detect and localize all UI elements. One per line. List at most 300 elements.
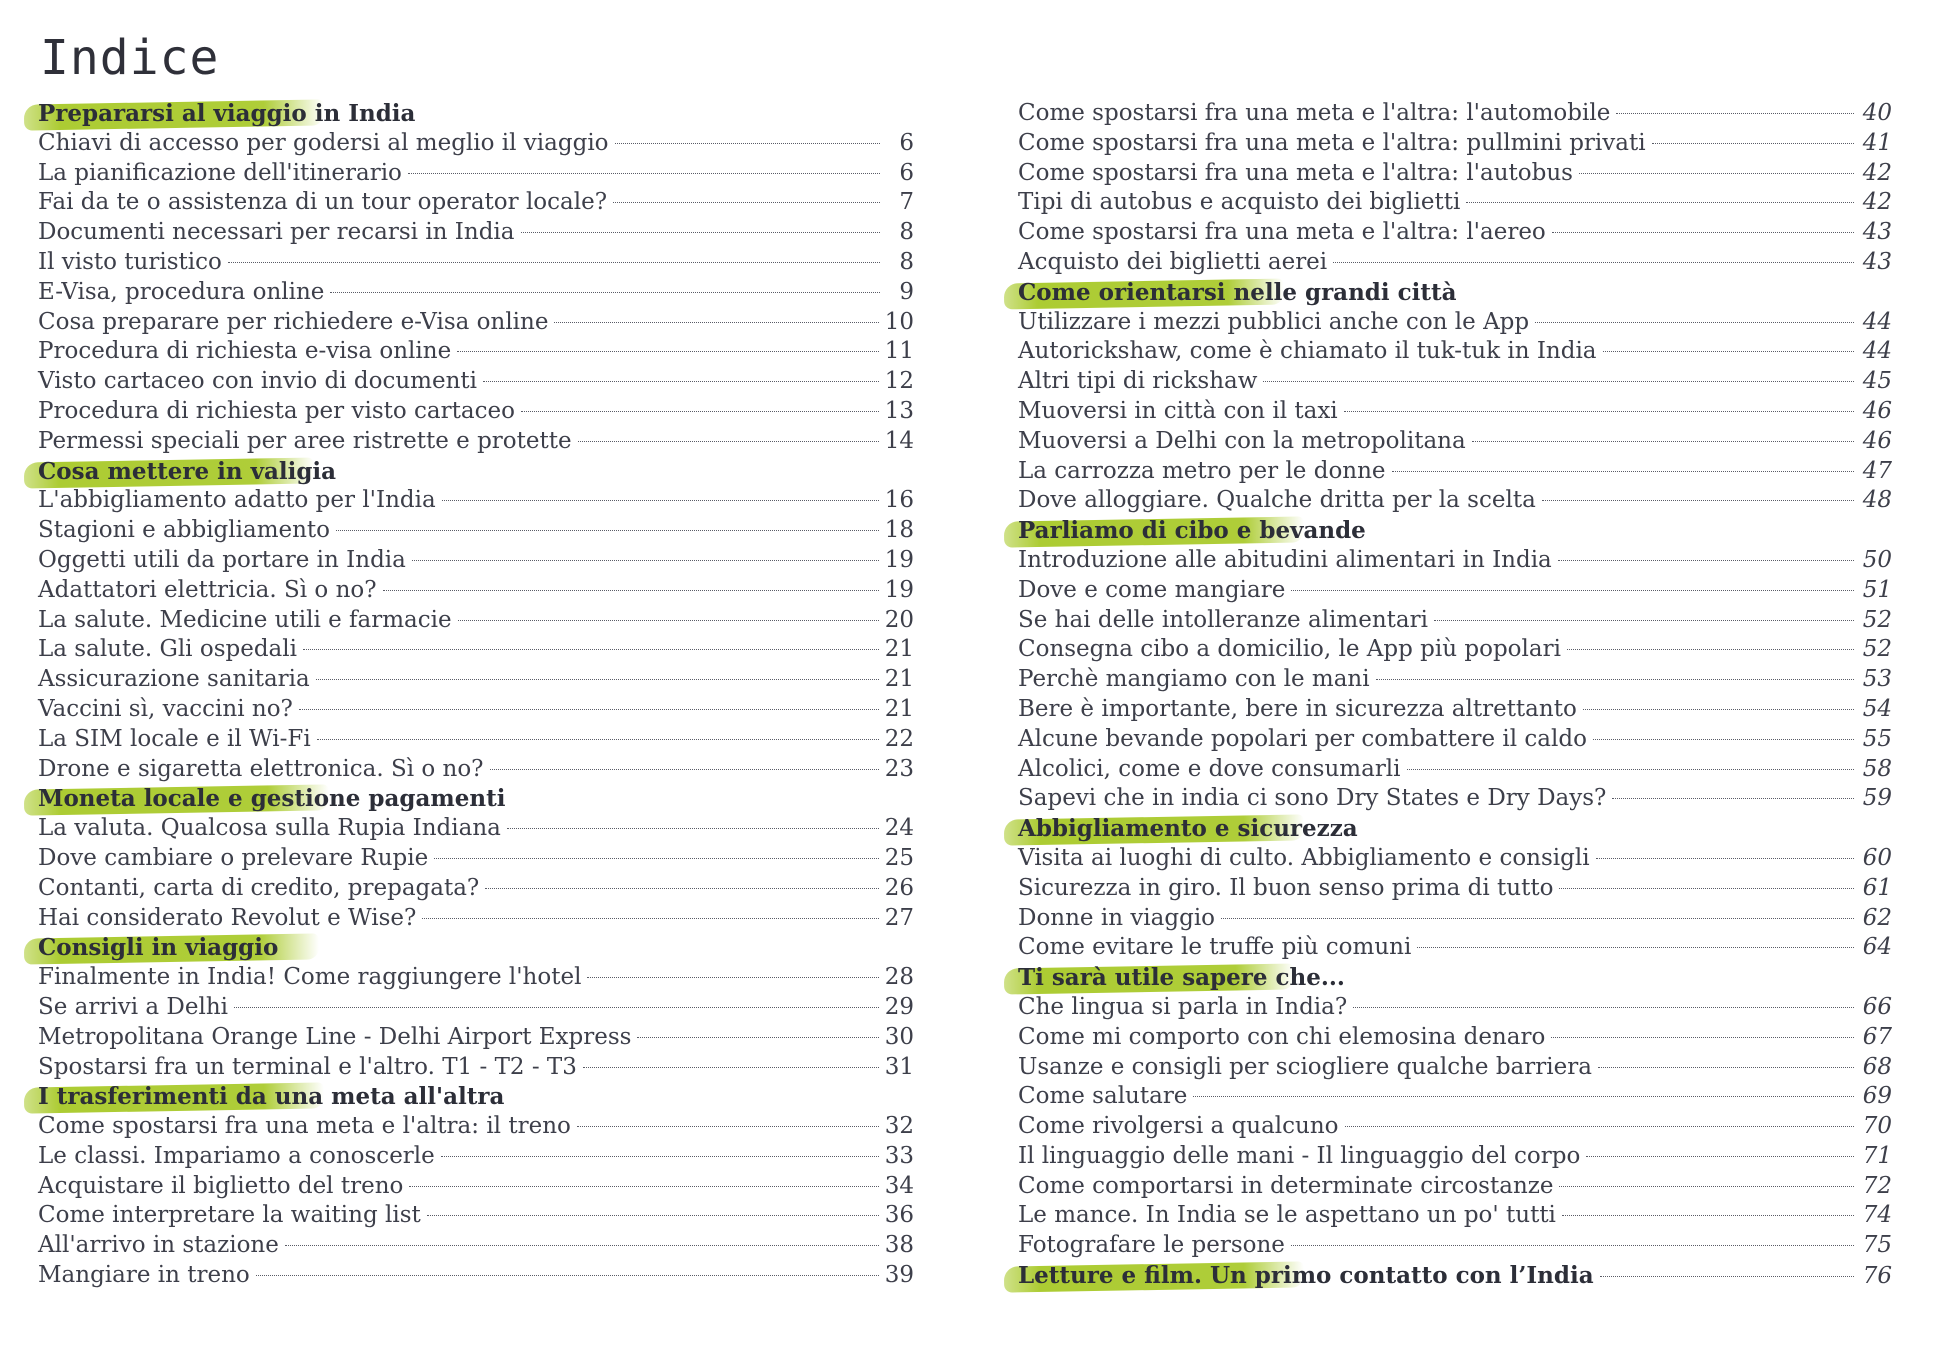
entry-title: Come mi comporto con chi elemosina denaro xyxy=(1018,1023,1546,1050)
page-number: 28 xyxy=(884,964,914,991)
page-number: 43 xyxy=(1862,248,1892,275)
dot-leader xyxy=(613,202,880,203)
dot-leader xyxy=(1407,769,1854,770)
page-number: 33 xyxy=(884,1142,914,1169)
toc-entry[interactable] xyxy=(1018,546,1892,576)
dot-leader xyxy=(1193,1096,1854,1097)
page-number: 29 xyxy=(884,993,914,1020)
section-title: Parliamo di cibo e bevande xyxy=(1018,517,1366,545)
entry-title: Hai considerato Revolut e Wise? xyxy=(38,904,417,931)
toc-entry[interactable] xyxy=(38,606,914,636)
entry-title: Acquisto dei biglietti aerei xyxy=(1018,248,1328,275)
toc-entry[interactable] xyxy=(1018,367,1892,397)
dot-leader xyxy=(483,381,879,382)
page-number: 38 xyxy=(884,1232,914,1259)
dot-leader xyxy=(256,1275,879,1276)
page-number: 46 xyxy=(1862,427,1892,454)
entry-title: Come rivolgersi a qualcuno xyxy=(1018,1113,1339,1140)
dot-leader xyxy=(457,351,879,352)
page-number: 64 xyxy=(1862,934,1892,961)
entry-title: Contanti, carta di credito, prepagata? xyxy=(38,874,480,901)
dot-leader xyxy=(1616,113,1854,114)
dot-leader xyxy=(1579,173,1854,174)
dot-leader xyxy=(441,1156,879,1157)
entry-title: Le classi. Impariamo a conoscerle xyxy=(38,1142,435,1169)
entry-title: Procedura di richiesta e-visa online xyxy=(38,338,452,365)
toc-entry[interactable] xyxy=(1018,874,1892,904)
toc-entry[interactable] xyxy=(1018,1053,1892,1083)
toc-entry[interactable] xyxy=(1018,695,1892,725)
toc-entry[interactable] xyxy=(1018,1082,1892,1112)
toc-entry[interactable] xyxy=(1018,1023,1892,1053)
toc-entry[interactable] xyxy=(1018,606,1892,636)
entry-title: Dove alloggiare. Qualche dritta per la scelta xyxy=(1018,487,1536,514)
toc-entry[interactable] xyxy=(38,814,914,844)
section-title: Prepararsi al viaggio in India xyxy=(38,100,416,127)
toc-entry[interactable] xyxy=(38,1231,914,1261)
toc-entry[interactable] xyxy=(1018,904,1892,934)
dot-leader xyxy=(1333,262,1854,263)
page-number: 66 xyxy=(1862,993,1892,1020)
toc-entry[interactable] xyxy=(38,576,914,606)
page-number: 36 xyxy=(884,1202,914,1229)
entry-title: Muoversi in città con il taxi xyxy=(1018,397,1338,424)
toc-entry[interactable] xyxy=(38,874,914,904)
dot-leader xyxy=(521,411,879,412)
dot-leader xyxy=(1291,1245,1854,1246)
entry-title: Consegna cibo a domicilio, le App più popolari xyxy=(1018,636,1561,663)
entry-title: E-Visa, procedura online xyxy=(38,278,325,305)
entry-title: Come spostarsi fra una meta e l'altra: l'aereo xyxy=(1018,219,1546,246)
dot-leader xyxy=(578,441,879,442)
page-number: 60 xyxy=(1862,844,1892,871)
page-number: 27 xyxy=(884,904,914,931)
dot-leader xyxy=(1392,471,1854,472)
toc-entry[interactable] xyxy=(1018,457,1892,487)
dot-leader xyxy=(458,620,879,621)
entry-title: Altri tipi di rickshaw xyxy=(1018,368,1258,395)
page-number: 13 xyxy=(884,397,914,424)
dot-leader xyxy=(1535,322,1854,323)
page-number: 24 xyxy=(884,815,914,842)
entry-title: La pianificazione dell'itinerario xyxy=(38,159,402,186)
entry-title: Donne in viaggio xyxy=(1018,904,1216,931)
toc-entry[interactable] xyxy=(1018,397,1892,427)
toc-entry[interactable] xyxy=(38,278,914,308)
toc-entry[interactable] xyxy=(38,695,914,725)
entry-title: L'abbigliamento adatto per l'India xyxy=(38,487,436,514)
page-number: 19 xyxy=(884,576,914,603)
toc-section-heading xyxy=(38,1082,914,1112)
toc-entry[interactable] xyxy=(38,129,914,159)
entry-title: La salute. Medicine utili e farmacie xyxy=(38,606,452,633)
page-number: 46 xyxy=(1862,397,1892,424)
entry-title: Dove e come mangiare xyxy=(1018,576,1286,603)
page-number: 8 xyxy=(899,219,914,246)
entry-title: Adattatori elettricia. Sì o no? xyxy=(38,576,377,603)
toc-entry[interactable] xyxy=(38,546,914,576)
page-number: 18 xyxy=(884,517,914,544)
page-number: 42 xyxy=(1862,189,1892,216)
toc-entry[interactable] xyxy=(1018,1201,1892,1231)
toc-entry[interactable] xyxy=(1018,1142,1892,1172)
dot-leader xyxy=(637,1037,878,1038)
page-number: 70 xyxy=(1862,1113,1892,1140)
entry-title: Come interpretare la waiting list xyxy=(38,1202,421,1229)
dot-leader xyxy=(317,739,879,740)
section-title: Consigli in viaggio xyxy=(38,934,279,962)
entry-title: Che lingua si parla in India? xyxy=(1018,993,1348,1020)
page-number: 48 xyxy=(1862,487,1892,514)
toc-entry[interactable] xyxy=(38,516,914,546)
dot-leader xyxy=(554,322,878,323)
dot-leader xyxy=(336,530,879,531)
toc-entry[interactable] xyxy=(38,755,914,785)
toc-entry[interactable] xyxy=(38,725,914,755)
toc-entry[interactable] xyxy=(1018,1231,1892,1261)
toc-section-heading xyxy=(1018,516,1892,546)
dot-leader xyxy=(1583,709,1854,710)
toc-left-column xyxy=(38,99,914,1291)
toc-section-heading xyxy=(1018,278,1892,308)
dot-leader xyxy=(330,292,880,293)
page-number: 31 xyxy=(884,1053,914,1080)
page-number: 16 xyxy=(884,487,914,514)
toc-entry[interactable] xyxy=(38,218,914,248)
entry-title: Spostarsi fra un terminal e l'altro. T1 - T2 - T3 xyxy=(38,1053,577,1080)
toc-entry[interactable] xyxy=(1018,993,1892,1023)
page-number: 12 xyxy=(884,368,914,395)
entry-title: Chiavi di accesso per godersi al meglio il viaggio xyxy=(38,129,609,156)
section-title: Letture e film. Un primo contatto con l’India xyxy=(1018,1262,1594,1290)
toc-section-heading xyxy=(38,99,914,129)
toc-entry[interactable] xyxy=(38,1112,914,1142)
entry-title: Visita ai luoghi di culto. Abbigliamento e consigli xyxy=(1018,844,1590,871)
dot-leader xyxy=(1353,1007,1854,1008)
toc-entry[interactable] xyxy=(1018,159,1892,189)
page-number: 10 xyxy=(884,308,914,335)
page-number: 62 xyxy=(1862,904,1892,931)
dot-leader xyxy=(1434,620,1854,621)
dot-leader xyxy=(587,977,878,978)
entry-title: Come spostarsi fra una meta e l'altra: pullmini privati xyxy=(1018,129,1646,156)
dot-leader xyxy=(383,590,879,591)
toc-entry[interactable] xyxy=(38,1201,914,1231)
dot-leader xyxy=(1593,739,1854,740)
entry-title: All'arrivo in stazione xyxy=(38,1232,279,1259)
page-number: 51 xyxy=(1862,576,1892,603)
dot-leader xyxy=(485,888,878,889)
dot-leader xyxy=(1472,441,1854,442)
dot-leader xyxy=(1562,1215,1854,1216)
dot-leader xyxy=(1551,1037,1854,1038)
entry-title: Alcune bevande popolari per combattere il caldo xyxy=(1018,725,1587,752)
page-number: 72 xyxy=(1862,1172,1892,1199)
entry-title: Mangiare in treno xyxy=(38,1262,250,1289)
dot-leader xyxy=(427,1215,879,1216)
dot-leader xyxy=(234,1007,879,1008)
page-number: 6 xyxy=(899,159,914,186)
entry-title: Come spostarsi fra una meta e l'altra: l'automobile xyxy=(1018,100,1611,126)
toc-section-heading xyxy=(38,457,914,487)
page-number: 45 xyxy=(1862,368,1892,395)
dot-leader xyxy=(1263,381,1854,382)
dot-leader xyxy=(1652,143,1854,144)
toc-entry[interactable] xyxy=(38,665,914,695)
dot-leader xyxy=(299,709,879,710)
page-number: 67 xyxy=(1862,1023,1892,1050)
entry-title: Fai da te o assistenza di un tour operator locale? xyxy=(38,189,608,216)
dot-leader xyxy=(434,858,879,859)
entry-title: Vaccini sì, vaccini no? xyxy=(38,695,293,722)
page-number: 59 xyxy=(1862,785,1892,812)
entry-title: Alcolici, come e dove consumarli xyxy=(1018,755,1401,782)
entry-title: Procedura di richiesta per visto cartaceo xyxy=(38,397,515,424)
page-number: 69 xyxy=(1862,1083,1892,1110)
dot-leader xyxy=(1559,888,1854,889)
dot-leader xyxy=(285,1245,879,1246)
entry-title: Sapevi che in india ci sono Dry States e Dry Days? xyxy=(1018,785,1607,812)
toc-entry[interactable] xyxy=(38,904,914,934)
page-number: 43 xyxy=(1862,219,1892,246)
entry-title: La carrozza metro per le donne xyxy=(1018,457,1386,484)
page-number: 50 xyxy=(1862,546,1892,573)
toc-entry[interactable] xyxy=(38,337,914,367)
toc-entry[interactable] xyxy=(1018,1172,1892,1202)
toc-entry[interactable] xyxy=(1018,129,1892,159)
entry-title: Permessi speciali per aree ristrette e protette xyxy=(38,427,572,454)
entry-title: Le mance. In India se le aspettano un po' tutti xyxy=(1018,1202,1556,1229)
page-number: 71 xyxy=(1862,1142,1892,1169)
toc-entry[interactable] xyxy=(1018,99,1892,129)
toc-entry[interactable] xyxy=(1018,784,1892,814)
section-title: Come orientarsi nelle grandi città xyxy=(1018,278,1457,306)
entry-title: Tipi di autobus e acquisto dei biglietti xyxy=(1018,189,1461,216)
dot-leader xyxy=(1376,679,1854,680)
dot-leader xyxy=(1612,798,1854,799)
dot-leader xyxy=(1542,500,1854,501)
toc-entry[interactable] xyxy=(38,367,914,397)
page-number: 32 xyxy=(884,1113,914,1140)
page-number: 44 xyxy=(1862,338,1892,365)
dot-leader xyxy=(1598,1067,1854,1068)
entry-title: Come evitare le truffe più comuni xyxy=(1018,934,1412,961)
page-number: 61 xyxy=(1862,874,1892,901)
dot-leader xyxy=(583,1067,879,1068)
toc-entry[interactable] xyxy=(38,1261,914,1291)
page-number: 41 xyxy=(1862,129,1892,156)
entry-title: Dove cambiare o prelevare Rupie xyxy=(38,844,429,871)
entry-title: Drone e sigaretta elettronica. Sì o no? xyxy=(38,755,484,782)
section-title: I trasferimenti da una meta all'altra xyxy=(38,1083,505,1111)
page-number: 54 xyxy=(1862,695,1892,722)
page-number: 44 xyxy=(1862,308,1892,335)
toc-entry[interactable] xyxy=(1018,1112,1892,1142)
dot-leader xyxy=(1417,947,1854,948)
page-number: 19 xyxy=(884,546,914,573)
entry-title: Stagioni e abbigliamento xyxy=(38,517,331,544)
page-number: 34 xyxy=(884,1172,914,1199)
section-title: Cosa mettere in valigia xyxy=(38,457,337,485)
dot-leader xyxy=(577,1126,879,1127)
toc-entry[interactable] xyxy=(1018,188,1892,218)
entry-title: La SIM locale e il Wi-Fi xyxy=(38,725,311,752)
entry-title: Cosa preparare per richiedere e-Visa online xyxy=(38,308,549,335)
entry-title: Utilizzare i mezzi pubblici anche con le App xyxy=(1018,308,1530,335)
entry-title: La salute. Gli ospedali xyxy=(38,636,297,663)
toc-section-heading xyxy=(38,784,914,814)
dot-leader xyxy=(422,918,878,919)
page-number: 52 xyxy=(1862,636,1892,663)
toc-right-column xyxy=(1018,99,1892,1291)
toc-entry[interactable] xyxy=(38,635,914,665)
dot-leader xyxy=(303,649,879,650)
dot-leader xyxy=(1600,1276,1854,1277)
toc-entry[interactable] xyxy=(38,248,914,278)
toc-entry[interactable] xyxy=(38,963,914,993)
toc-entry[interactable] xyxy=(1018,933,1892,963)
entry-title: Il visto turistico xyxy=(38,248,222,275)
entry-title: Usanze e consigli per sciogliere qualche barriera xyxy=(1018,1053,1592,1080)
page-number: 47 xyxy=(1862,457,1892,484)
entry-title: Il linguaggio delle mani - Il linguaggio del corpo xyxy=(1018,1142,1581,1169)
toc-entry[interactable] xyxy=(38,159,914,189)
toc-entry[interactable] xyxy=(1018,337,1892,367)
toc-entry[interactable] xyxy=(1018,248,1892,278)
dot-leader xyxy=(507,828,879,829)
toc-section-heading xyxy=(38,933,914,963)
entry-title: Se hai delle intolleranze alimentari xyxy=(1018,606,1428,633)
entry-title: Autorickshaw, come è chiamato il tuk-tuk in India xyxy=(1018,338,1597,365)
dot-leader xyxy=(409,1186,878,1187)
toc-entry[interactable] xyxy=(1018,755,1892,785)
page-number: 55 xyxy=(1862,725,1892,752)
toc-entry[interactable] xyxy=(38,397,914,427)
toc-entry[interactable] xyxy=(38,1142,914,1172)
section-title: Ti sarà utile sapere che... xyxy=(1018,964,1345,992)
entry-title: Fotografare le persone xyxy=(1018,1232,1285,1259)
page-number: 21 xyxy=(884,666,914,693)
dot-leader xyxy=(1586,1156,1854,1157)
page-number: 26 xyxy=(884,874,914,901)
entry-title: Acquistare il biglietto del treno xyxy=(38,1172,404,1199)
toc-section-heading xyxy=(1018,814,1892,844)
toc-entry[interactable] xyxy=(38,486,914,516)
page-number: 68 xyxy=(1862,1053,1892,1080)
page-number: 30 xyxy=(884,1023,914,1050)
entry-title: Come salutare xyxy=(1018,1083,1188,1110)
dot-leader xyxy=(521,232,881,233)
toc-entry[interactable] xyxy=(38,1172,914,1202)
toc-entry[interactable] xyxy=(38,188,914,218)
dot-leader xyxy=(1344,411,1854,412)
dot-leader xyxy=(408,173,880,174)
entry-title: Oggetti utili da portare in India xyxy=(38,546,406,573)
dot-leader xyxy=(615,143,880,144)
dot-leader xyxy=(1558,560,1854,561)
toc-section-heading xyxy=(1018,1261,1892,1291)
section-title: Moneta locale e gestione pagamenti xyxy=(38,785,506,813)
toc-entry[interactable] xyxy=(1018,308,1892,338)
dot-leader xyxy=(1567,649,1854,650)
dot-leader xyxy=(1552,232,1854,233)
toc-entry[interactable] xyxy=(1018,218,1892,248)
page-number: 21 xyxy=(884,695,914,722)
page-number: 23 xyxy=(884,755,914,782)
page-number: 53 xyxy=(1862,666,1892,693)
dot-leader xyxy=(316,679,879,680)
page-number: 75 xyxy=(1862,1232,1892,1259)
page-number: 76 xyxy=(1862,1263,1892,1290)
page-number: 20 xyxy=(884,606,914,633)
entry-title: Come spostarsi fra una meta e l'altra: l'autobus xyxy=(1018,159,1573,186)
toc-entry[interactable] xyxy=(1018,427,1892,457)
toc-entry[interactable] xyxy=(1018,844,1892,874)
toc-entry[interactable] xyxy=(38,844,914,874)
page-number: 42 xyxy=(1862,159,1892,186)
toc-section-heading xyxy=(1018,963,1892,993)
page-number: 21 xyxy=(884,636,914,663)
page-number: 9 xyxy=(899,278,914,305)
dot-leader xyxy=(228,262,880,263)
toc-entry[interactable] xyxy=(38,427,914,457)
dot-leader xyxy=(1221,918,1854,919)
page-number: 11 xyxy=(884,338,914,365)
entry-title: Muoversi a Delhi con la metropolitana xyxy=(1018,427,1466,454)
entry-title: Documenti necessari per recarsi in India xyxy=(38,219,515,246)
toc-entry[interactable] xyxy=(1018,665,1892,695)
page-number: 7 xyxy=(899,189,914,216)
entry-title: Sicurezza in giro. Il buon senso prima di tutto xyxy=(1018,874,1554,901)
entry-title: Metropolitana Orange Line - Delhi Airport Express xyxy=(38,1023,632,1050)
section-title: Abbigliamento e sicurezza xyxy=(1018,815,1358,843)
page-number: 39 xyxy=(884,1262,914,1289)
toc-entry[interactable] xyxy=(38,993,914,1023)
page-number: 58 xyxy=(1862,755,1892,782)
entry-title: Visto cartaceo con invio di documenti xyxy=(38,368,477,395)
dot-leader xyxy=(1345,1126,1854,1127)
entry-title: Bere è importante, bere in sicurezza altrettanto xyxy=(1018,695,1577,722)
page-number: 25 xyxy=(884,844,914,871)
toc-entry[interactable] xyxy=(38,308,914,338)
page-number: 14 xyxy=(884,427,914,454)
entry-title: Come comportarsi in determinate circostanze xyxy=(1018,1172,1554,1199)
dot-leader xyxy=(442,500,879,501)
toc-entry[interactable] xyxy=(38,1053,914,1083)
dot-leader xyxy=(1559,1186,1854,1187)
entry-title: Finalmente in India! Come raggiungere l'hotel xyxy=(38,964,582,991)
page-number: 6 xyxy=(899,129,914,156)
entry-title: Come spostarsi fra una meta e l'altra: il treno xyxy=(38,1113,571,1140)
dot-leader xyxy=(1603,351,1854,352)
dot-leader xyxy=(1291,590,1854,591)
page-title: Indice xyxy=(40,30,220,86)
page-number: 40 xyxy=(1862,100,1892,126)
toc-entry[interactable] xyxy=(1018,576,1892,606)
toc-entry[interactable] xyxy=(1018,486,1892,516)
toc-entry[interactable] xyxy=(1018,635,1892,665)
toc-entry[interactable] xyxy=(38,1023,914,1053)
entry-title: Assicurazione sanitaria xyxy=(38,666,310,693)
toc-entry[interactable] xyxy=(1018,725,1892,755)
entry-title: La valuta. Qualcosa sulla Rupia Indiana xyxy=(38,815,501,842)
page-number: 8 xyxy=(899,248,914,275)
entry-title: Se arrivi a Delhi xyxy=(38,993,228,1020)
page-number: 22 xyxy=(884,725,914,752)
entry-title: Perchè mangiamo con le mani xyxy=(1018,666,1370,693)
entry-title: Introduzione alle abitudini alimentari in India xyxy=(1018,546,1552,573)
dot-leader xyxy=(412,560,879,561)
